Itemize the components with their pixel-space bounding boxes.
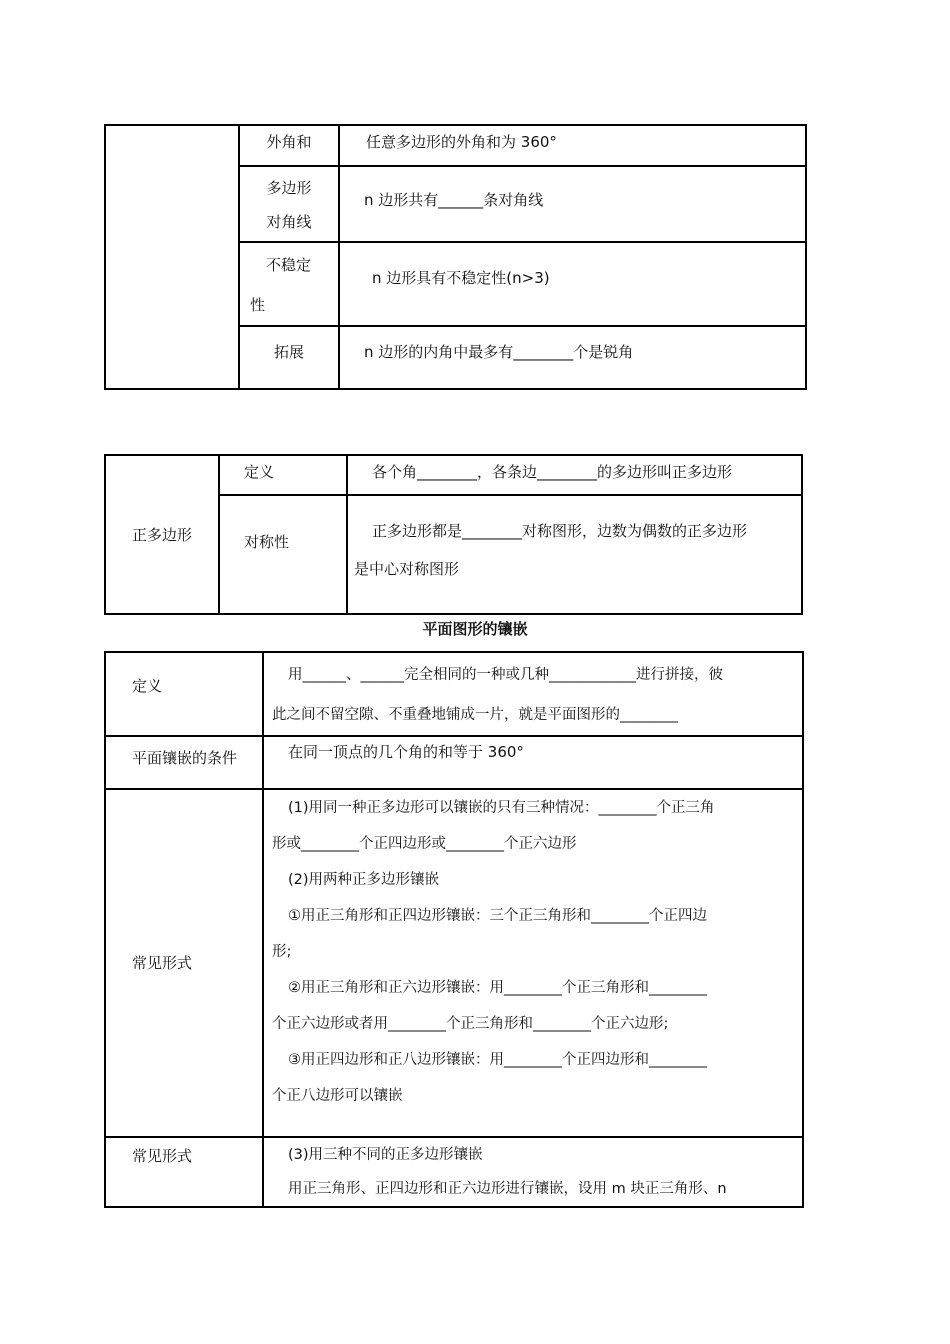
label-line: 对角线: [266, 213, 312, 231]
content-line: 形或________个正四边形或________个正六边形: [272, 836, 577, 852]
content-line: 用正三角形、正四边形和正六边形进行镶嵌，设用 m 块正三角形、n: [288, 1181, 727, 1197]
row-label-tess-condition: [105, 736, 263, 789]
content-line: 在同一顶点的几个角的和等于 360°: [288, 743, 524, 761]
content-line: n 边形共有______条对角线: [364, 191, 544, 209]
label-line: 拓展: [273, 343, 304, 361]
content-line: (3)用三种不同的正多边形镶嵌: [288, 1147, 483, 1163]
label-line: 不稳定: [266, 256, 312, 274]
label-text: 平面镶嵌的条件: [132, 749, 238, 767]
section-title: 平面图形的镶嵌: [422, 620, 528, 638]
label-line: 性: [250, 296, 266, 314]
content-line: (2)用两种正多边形镶嵌: [288, 872, 440, 888]
label-text: 常见形式: [132, 1147, 193, 1165]
tessellation-table: [104, 651, 804, 1208]
row-content-instability: [339, 242, 806, 326]
regular-polygon-table: [104, 454, 803, 615]
row-label-common-forms: [105, 789, 263, 1137]
content-line: 此之间不留空隙、不重叠地铺成一片，就是平面图形的________: [272, 707, 678, 723]
content-line: ②用正三角形和正六边形镶嵌：用________个正三角形和________: [288, 980, 707, 996]
row-content-tess-condition: [263, 736, 803, 789]
label-text: 定义: [244, 463, 275, 481]
row-content-exterior-angle-sum: [339, 125, 806, 166]
category-label: 正多边形: [131, 526, 192, 544]
regular-polygon-category: [105, 455, 219, 614]
content-line: 各个角________，各条边________的多边形叫正多边形: [372, 463, 733, 481]
polygon-properties-table: [104, 124, 807, 390]
row-content-common-forms-2: [263, 1137, 803, 1207]
content-line: 任意多边形的外角和为 360°: [366, 133, 557, 151]
row-label-instability: [239, 242, 339, 326]
label-line: 外角和: [266, 133, 312, 151]
content-line: 用______、______完全相同的一种或几种____________进行拼接，彼: [288, 667, 723, 683]
content-line: 正多边形都是________对称图形，边数为偶数的正多边形: [372, 522, 748, 540]
content-line: ③用正四边形和正八边形镶嵌：用________个正四边形和________: [288, 1052, 707, 1068]
content-line: (1)用同一种正多边形可以镶嵌的只有三种情况：________个正三角: [288, 800, 715, 816]
label-text: 常见形式: [132, 954, 193, 972]
row-label-common-forms-2: [105, 1137, 263, 1207]
label-line: 多边形: [266, 179, 312, 197]
empty-category-cell: [105, 125, 239, 389]
label-text: 定义: [132, 677, 163, 695]
row-content-symmetry: [347, 495, 802, 614]
row-label-tess-definition: [105, 652, 263, 736]
row-label-exterior-angle-sum: [239, 125, 339, 166]
row-content-extension: [339, 326, 806, 389]
content-line: n 边形具有不稳定性(n>3): [372, 269, 550, 287]
content-line: 形;: [272, 944, 292, 960]
content-line: 个正六边形或者用________个正三角形和________个正六边形;: [272, 1016, 669, 1032]
content-line: n 边形的内角中最多有________个是锐角: [364, 343, 634, 361]
label-text: 对称性: [244, 533, 290, 551]
row-content-tess-definition: [263, 652, 803, 736]
row-content-diagonals: [339, 166, 806, 242]
row-label-diagonals: [239, 166, 339, 242]
content-line: 个正八边形可以镶嵌: [272, 1088, 403, 1104]
content-line: ①用正三角形和正四边形镶嵌：三个正三角形和________个正四边: [288, 908, 707, 924]
row-label-symmetry: [219, 495, 347, 614]
row-label-definition: [219, 455, 347, 495]
row-content-definition: [347, 455, 802, 495]
row-content-common-forms: [263, 789, 803, 1137]
content-line: 是中心对称图形: [354, 560, 460, 578]
row-label-extension: [239, 326, 339, 389]
